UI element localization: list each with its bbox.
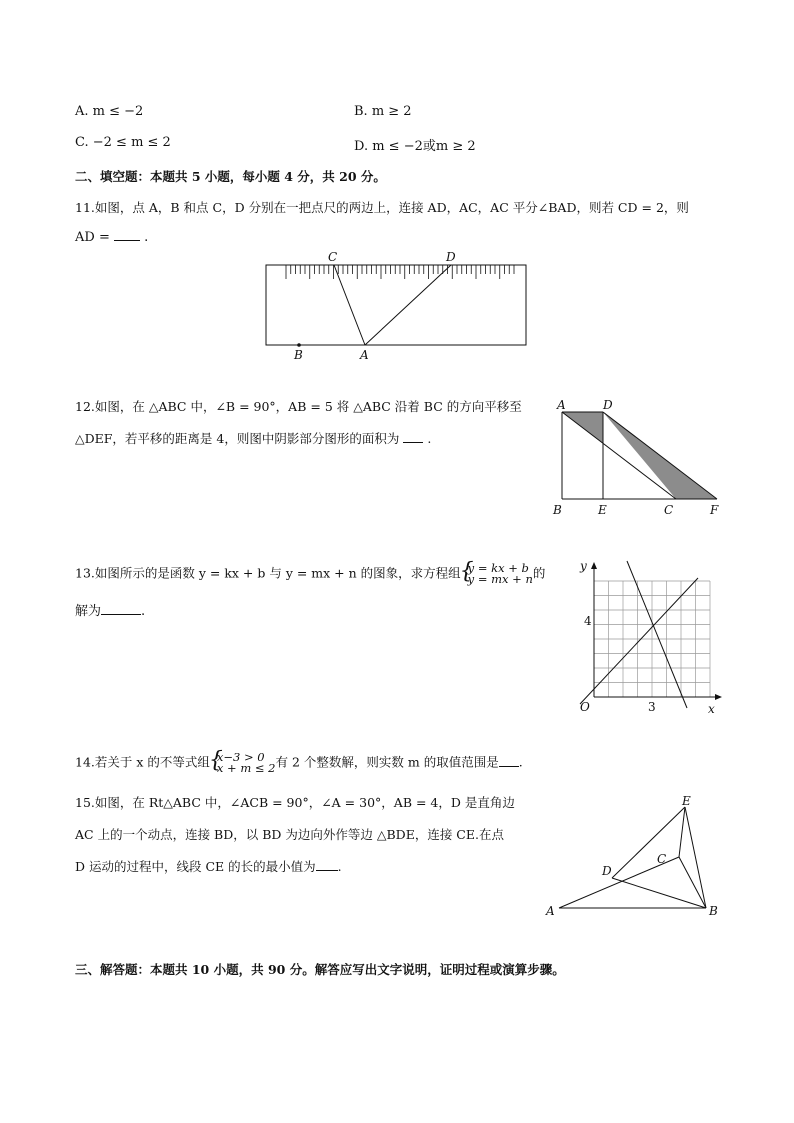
q12-label-f: F [710, 503, 719, 517]
q13-line2 [75, 600, 145, 619]
q14-system [210, 752, 276, 774]
q14-answer-blank[interactable] [499, 765, 519, 767]
q15-line1: 15.如图，在 Rt△ABC 中，∠ACB = 90°，∠A = 30°，AB = 4，D 是直角边 [75, 795, 515, 810]
q13-line1-prefix: 13.如图所示的是函数 y = kx + b 与 y = mx + n 的图象，求方程组 [75, 565, 461, 581]
q15-label-d: D [602, 864, 612, 878]
section3-heading: 三、解答题：本题共 10 小题，共 90 分。解答应写出文字说明，证明过程或演算步骤。 [75, 962, 565, 977]
q12-label-c: C [664, 503, 674, 517]
q13-line1 [75, 563, 545, 585]
q13-line1-suffix: 的 [532, 565, 546, 581]
q15-line3-suffix: . [337, 859, 342, 874]
q12-label-b: B [553, 503, 562, 517]
q12-label-e: E [598, 503, 607, 517]
section2-heading: 二、填空题：本题共 5 小题，每小题 4 分，共 20 分。 [75, 169, 386, 184]
choice-a: A. m ≤ −2 [75, 104, 144, 119]
q12-answer-blank[interactable] [403, 441, 423, 443]
q13-system [461, 563, 533, 585]
q13-tick-y: 4 [584, 614, 592, 628]
q14-end: . [518, 754, 523, 770]
q11-label-b: B [294, 348, 303, 362]
q11-ruler-figure [260, 248, 532, 363]
q14-prefix: 14.若关于 x 的不等式组 [75, 754, 210, 770]
q13-function-graph [572, 556, 732, 721]
choice-b: B. m ≥ 2 [354, 104, 412, 119]
choice-d: D. m ≤ −2或m ≥ 2 [354, 139, 476, 154]
choice-c: C. −2 ≤ m ≤ 2 [75, 135, 171, 150]
q15-answer-blank[interactable] [316, 869, 338, 871]
q14-sys-bottom: x + m ≤ 2 [216, 761, 276, 775]
q12-line2 [75, 429, 431, 447]
q15-triangle-figure [540, 792, 725, 922]
q12-line2-suffix: . [427, 431, 432, 446]
q15-label-e: E [682, 794, 691, 808]
q13-tick-x: 3 [648, 700, 656, 714]
q13-sys-bottom: y = mx + n [467, 572, 533, 586]
q13-line2-prefix: 解为 [75, 604, 102, 619]
q11-label-c: C [328, 250, 338, 264]
q13-answer-blank[interactable] [101, 613, 141, 615]
q11-line2 [75, 230, 148, 245]
q15-label-a: A [546, 904, 555, 918]
q15-line3 [75, 857, 342, 875]
q14-sys-top: { x−3 > 0 [216, 750, 265, 764]
q15-label-c: C [657, 852, 667, 866]
q14-line [75, 752, 523, 774]
q15-line2: AC 上的一个动点，连接 BD，以 BD 为边向外作等边 △BDE，连接 CE.在点 [75, 827, 504, 842]
q11-label-a: A [360, 348, 369, 362]
q11-line2-prefix: AD = [75, 230, 110, 245]
q11-label-d: D [446, 250, 456, 264]
q15-label-b: B [709, 904, 718, 918]
q14-suffix: 有 2 个整数解，则实数 m 的取值范围是 [275, 754, 499, 770]
q11-answer-blank[interactable] [114, 239, 140, 241]
q12-label-a: A [557, 398, 566, 412]
q11-line2-suffix: . [144, 230, 149, 245]
q12-translation-figure [550, 396, 725, 520]
q15-line3-prefix: D 运动的过程中，线段 CE 的长的最小值为 [75, 859, 316, 874]
q12-label-d: D [603, 398, 613, 412]
q13-sys-top: { y = kx + b [467, 561, 529, 575]
q13-label-origin: O [580, 700, 590, 714]
q13-label-x: x [708, 702, 715, 716]
q13-label-y: y [580, 559, 587, 573]
q12-line1: 12.如图，在 △ABC 中，∠B = 90°，AB = 5 将 △ABC 沿着 BC 的方向平移至 [75, 399, 522, 414]
q13-line2-suffix: . [141, 604, 146, 619]
q12-line2-prefix: △DEF，若平移的距离是 4，则图中阴影部分图形的面积为 [75, 431, 400, 446]
q11-line1: 11.如图，点 A，B 和点 C，D 分别在一把点尺的两边上，连接 AD，AC，AC 平分∠BAD，则若 CD = 2，则 [75, 200, 689, 215]
